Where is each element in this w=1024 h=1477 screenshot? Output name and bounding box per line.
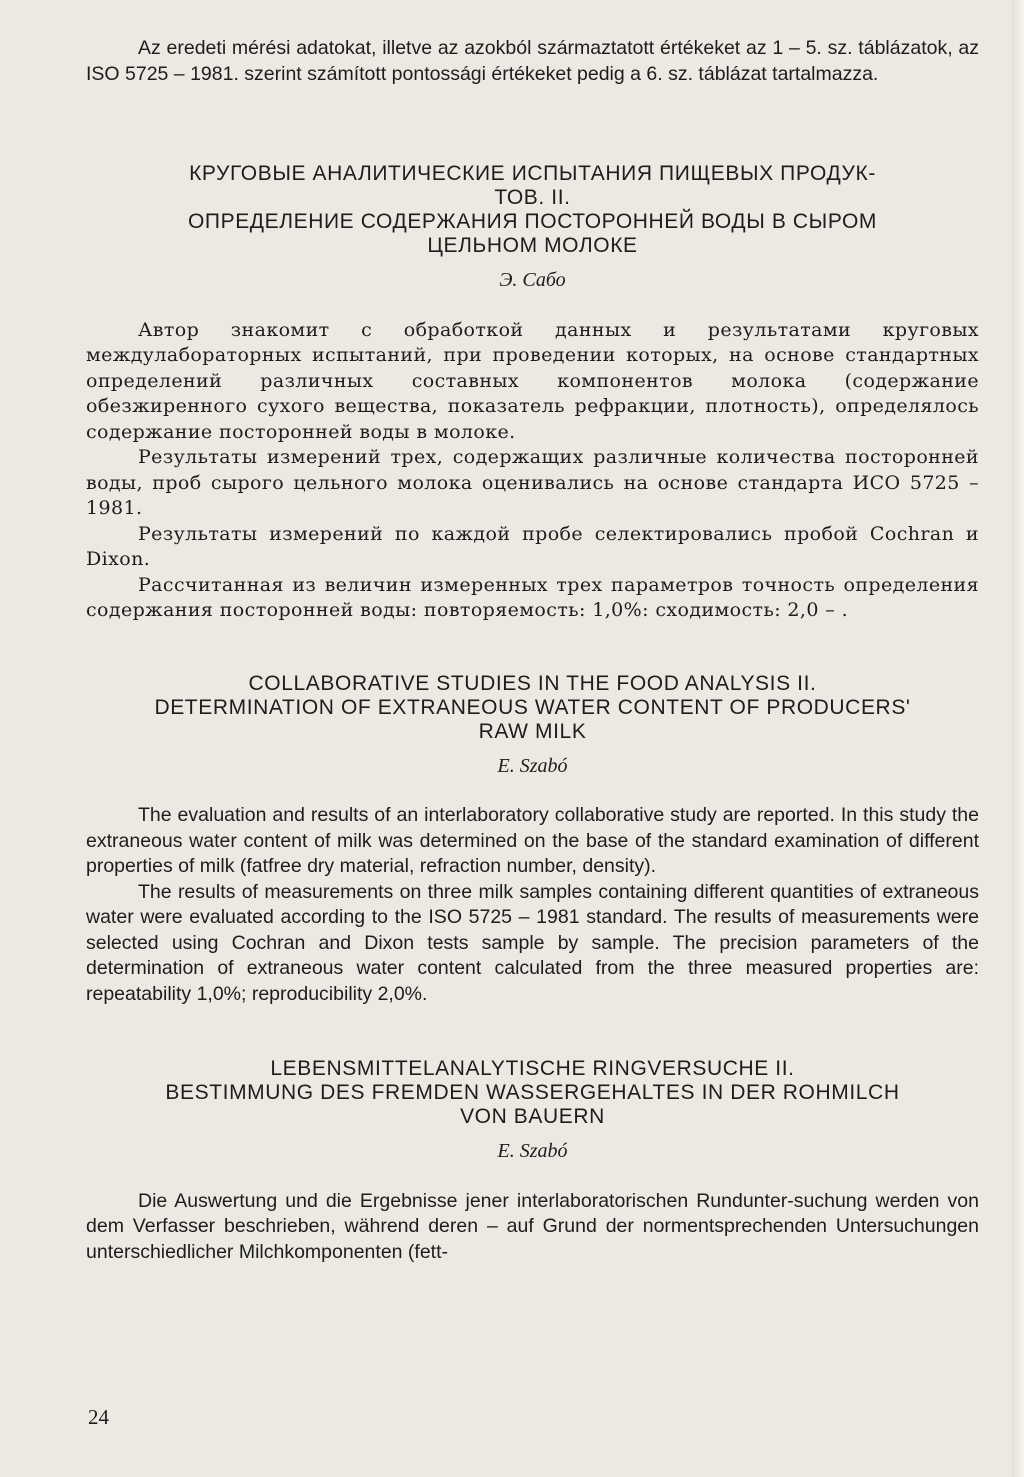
page-content: [86, 36, 979, 1265]
german-title-line-2: BESTIMMUNG DES FREMDEN WASSERGEHALTES IN DER ROHMILCH: [165, 1081, 900, 1104]
german-title-line-1: LEBENSMITTELANALYTISCHE RINGVERSUCHE II.: [270, 1057, 795, 1080]
english-title-line-2: DETERMINATION OF EXTRANEOUS WATER CONTENT OF PRODUCERS': [154, 695, 911, 719]
russian-paragraph-4: Рассчитанная из величин измеренных трех параметров точность определения содержания посторонней воды: повторяемость: 1,0%: сходимость: 2,0 – .: [86, 573, 979, 621]
german-title-line-3: VON BAUERN: [460, 1105, 605, 1128]
russian-abstract: [86, 162, 979, 624]
german-paragraph: Die Auswertung und die Ergebnisse jener interlaboratorischen Rundunter-suchung werden von dem Verfasser beschrieben, während deren – auf Grund der normentsprechenden Untersuchungen unterschiedlicher Milchkomponenten (fett-: [86, 1189, 979, 1263]
russian-paragraph-1: Автор знакомит с обработкой данных и результатами круговых междулабораторных испытаний, при проведении которых, на основе стандартных определений различных составных компонентов молока (содержание обезжиренного сухого вещества, показатель рефракции, плотность), определялось содержание посторонней воды в молоке.: [86, 318, 979, 443]
russian-paragraph-3: Результаты измерений по каждой пробе селектировались пробой Cochran и Dixon.: [86, 522, 979, 570]
german-abstract: [86, 1057, 979, 1265]
intro-paragraph: Az eredeti mérési adatokat, illetve az azokból származtatott értékeket az 1 – 5. sz. táblázatok, az ISO 5725 – 1981. szerint számított pontossági értékeket pedig a 6. sz. táblázat tartalmazza.: [86, 37, 979, 85]
german-author: E. Szabó: [497, 1140, 568, 1162]
english-paragraph-1: The evaluation and results of an interlaboratory collaborative study are reported. In this study the extraneous water content of milk was determined on the base of the standard examination of different properties of milk (fatfree dry material, refraction number, density).: [86, 804, 979, 877]
russian-paragraph-2: Результаты измерений трех, содержащих различные количества посторонней воды, проб сырого цельного молока оценивались на основе стандарта ИСО 5725 – 1981.: [86, 446, 979, 519]
russian-title-line-4: ЦЕЛЬНОМ МОЛОКЕ: [427, 234, 638, 257]
english-paragraph-2: The results of measurements on three milk samples containing different quantities of extraneous water were evaluated according to the ISO 5725 – 1981 standard. The results of measurements were selected using Cochran and Dixon tests sample by sample. The precision parameters of the determination of extraneous water content calculated from the three measured properties are: repeatability 1,0%; reproducibility 2,0%.: [86, 880, 979, 1005]
english-title-line-1: COLLABORATIVE STUDIES IN THE FOOD ANALYSIS II.: [248, 671, 817, 695]
english-author: E. Szabó: [497, 754, 568, 777]
russian-title-line-2: ТОВ. II.: [494, 186, 571, 209]
russian-title-line-1: КРУГОВЫЕ АНАЛИТИЧЕСКИЕ ИСПЫТАНИЯ ПИЩЕВЫХ ПРОДУК-: [189, 162, 876, 185]
page-number: 24: [88, 1405, 109, 1429]
english-title-line-3: RAW MILK: [478, 719, 587, 743]
page-edge: [1012, 0, 1024, 1477]
russian-author: Э. Сабо: [499, 269, 566, 291]
russian-title-line-3: ОПРЕДЕЛЕНИЕ СОДЕРЖАНИЯ ПОСТОРОННЕЙ ВОДЫ В СЫРОМ: [187, 210, 878, 233]
english-abstract: [86, 672, 979, 1008]
